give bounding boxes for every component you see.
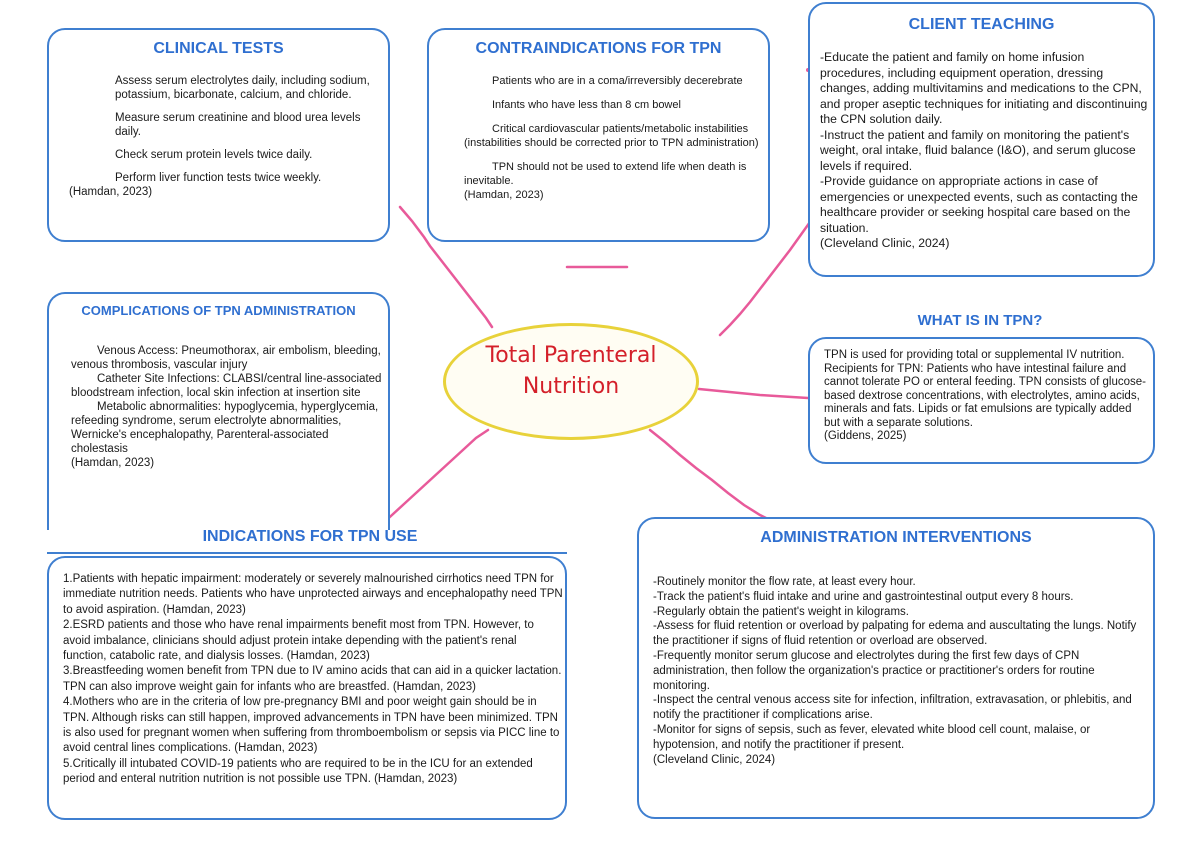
what-is-tpn-text: TPN is used for providing total or supplemental IV nutrition. Recipients for TPN: Patients who have intestinal failure and cannot tolerate PO or enteral feeding. TPN consists of glucose-based dextrose concentrations, with electrolytes, amino acids, minerals and fats. Lipids or fat emulsions are typically added but with a separate solutions.: [824, 349, 1146, 429]
clinical-test-item: Assess serum electrolytes daily, including sodium, potassium, bicarbonate, calcium, and chloride.: [115, 75, 370, 101]
administration-item: -Frequently monitor serum glucose and electrolytes during the first few days of CPN administration, then follow the organization's practice or practitioner's orders for routine monitoring.: [653, 649, 1095, 692]
clinical-test-item: Perform liver function tests twice weekly.: [115, 172, 322, 184]
complications-title: COMPLICATIONS OF TPN ADMINISTRATION: [81, 303, 356, 318]
administration-item: -Inspect the central venous access site for infection, infiltration, extravasation, or phlebitis, and notify the practitioner if complications arise.: [653, 694, 1132, 722]
administration-title: ADMINISTRATION INTERVENTIONS: [760, 529, 1032, 546]
contraindications-box: [427, 28, 770, 242]
complications-list: [71, 344, 387, 470]
indication-item: 4.Mothers who are in the criteria of low pre-pregnancy BMI and poor weight gain should be in TPN. Although risks can still happen, improved advancements in TPN have been minimized. TPN is also used for pregnant women when suffering from thromboembolism or sepsis via PICC line to avoid central lines complications. (Hamdan, 2023): [63, 696, 560, 755]
indication-item: 2.ESRD patients and those who have renal impairments benefit most from TPN. However, to avoid imbalance, clinicians should adjust protein intake depending with the patient's renal function, catabolic rate, and dialysis losses. (Hamdan, 2023): [63, 619, 534, 663]
client-teaching-box: [808, 2, 1155, 277]
clinical-test-item: Measure serum creatinine and blood urea levels daily.: [115, 112, 361, 138]
center-topic-ellipse: [443, 323, 699, 440]
what-is-tpn-title: WHAT IS IN TPN?: [917, 312, 1043, 329]
what-is-tpn-body: [824, 349, 1149, 444]
indications-list: [63, 572, 563, 788]
administration-item: -Assess for fluid retention or overload by palpating for edema and auscultating the lungs. Notify the practitioner if signs of fluid retention or overload are observed.: [653, 620, 1137, 648]
complication-item: Metabolic abnormalities: hypoglycemia, hyperglycemia, refeeding syndrome, serum electrolyte abnormalities, Wernicke's encephalopathy, Parenteral-associated cholestasis: [71, 401, 379, 455]
administration-box: [637, 517, 1155, 819]
client-teaching-citation: (Cleveland Clinic, 2024): [820, 236, 950, 250]
indications-box: [47, 556, 567, 820]
clinical-tests-list: [69, 74, 385, 199]
indication-item: 3.Breastfeeding women benefit from TPN due to IV amino acids that can aid in a quicker lactation. TPN can also improve weight gain for infants who are breastfed. (Hamdan, 2023): [63, 665, 562, 693]
connector-whatis: [699, 389, 808, 398]
contraindications-list: [464, 74, 762, 202]
what-is-tpn-citation: (Giddens, 2025): [824, 430, 907, 442]
client-teaching-item: -Instruct the patient and family on monitoring the patient's weight, oral intake, fluid balance (I&O), and serum glucose levels if required.: [820, 127, 1136, 173]
contraindication-item: Patients who are in a coma/irreversibly decerebrate: [492, 75, 743, 87]
client-teaching-title: CLIENT TEACHING: [908, 16, 1055, 33]
client-teaching-item: -Educate the patient and family on home infusion procedures, including equipment operation, dressing changes, adding multivitamins and medications to the CPN, and proper aseptic techniques for initiating and discontinuing the CPN solution daily.: [820, 50, 1148, 126]
complications-citation: (Hamdan, 2023): [71, 457, 155, 469]
administration-list: [653, 575, 1149, 767]
complication-item: Venous Access: Pneumothorax, air embolism, bleeding, venous thrombosis, vascular injury: [71, 345, 381, 371]
indications-title: INDICATIONS FOR TPN USE: [202, 528, 418, 545]
complication-item: Catheter Site Infections: CLABSI/central line-associated bloodstream infection, local skin infection at insertion site: [71, 373, 382, 399]
clinical-tests-citation: (Hamdan, 2023): [69, 186, 153, 198]
contraindications-title: CONTRAINDICATIONS FOR TPN: [475, 40, 722, 57]
clinical-tests-title: CLINICAL TESTS: [153, 40, 284, 57]
administration-item: -Routinely monitor the flow rate, at least every hour.: [653, 576, 916, 588]
contraindication-item: TPN should not be used to extend life when death is inevitable.: [464, 161, 747, 187]
clinical-tests-box: [47, 28, 390, 242]
center-topic-title: Total Parenteral Nutrition: [485, 343, 657, 399]
administration-item: -Track the patient's fluid intake and urine and gastrointestinal output every 8 hours.: [653, 590, 1074, 603]
connector-complications: [380, 430, 488, 526]
indication-item: 1.Patients with hepatic impairment: moderately or severely malnourished cirrhotics need TPN for immediate nutrition needs. Patients who have unprotected airways and encephalopathy need TPN to avoid aspiration. (Hamdan, 2023): [63, 573, 563, 616]
administration-item: -Regularly obtain the patient's weight in kilograms.: [653, 605, 909, 618]
administration-item: -Monitor for signs of sepsis, such as fever, elevated white blood cell count, malaise, or hypotension, and notify the practitioner if present.: [653, 723, 1091, 751]
connector-admin: [650, 430, 790, 530]
client-teaching-list: [820, 50, 1150, 252]
clinical-test-item: Check serum protein levels twice daily.: [115, 149, 313, 161]
client-teaching-item: -Provide guidance on appropriate actions in case of emergencies or unexpected events, such as contacting the healthcare provider or seeking hospital care based on the situation.: [820, 174, 1138, 235]
contraindication-item: Infants who have less than 8 cm bowel: [492, 99, 681, 111]
administration-citation: (Cleveland Clinic, 2024): [653, 753, 776, 766]
contraindication-item: Critical cardiovascular patients/metabolic instabilities (instabilities should be corrected prior to TPN administration): [464, 123, 759, 149]
what-is-tpn-box: [808, 337, 1155, 464]
contraindications-citation: (Hamdan, 2023): [464, 189, 544, 201]
complications-box: [47, 292, 390, 530]
indication-item: 5.Critically ill intubated COVID-19 patients who are required to be in the ICU for an extended period and enteral nutrition nutrition is not possible use TPN. (Hamdan, 2023): [63, 757, 533, 786]
